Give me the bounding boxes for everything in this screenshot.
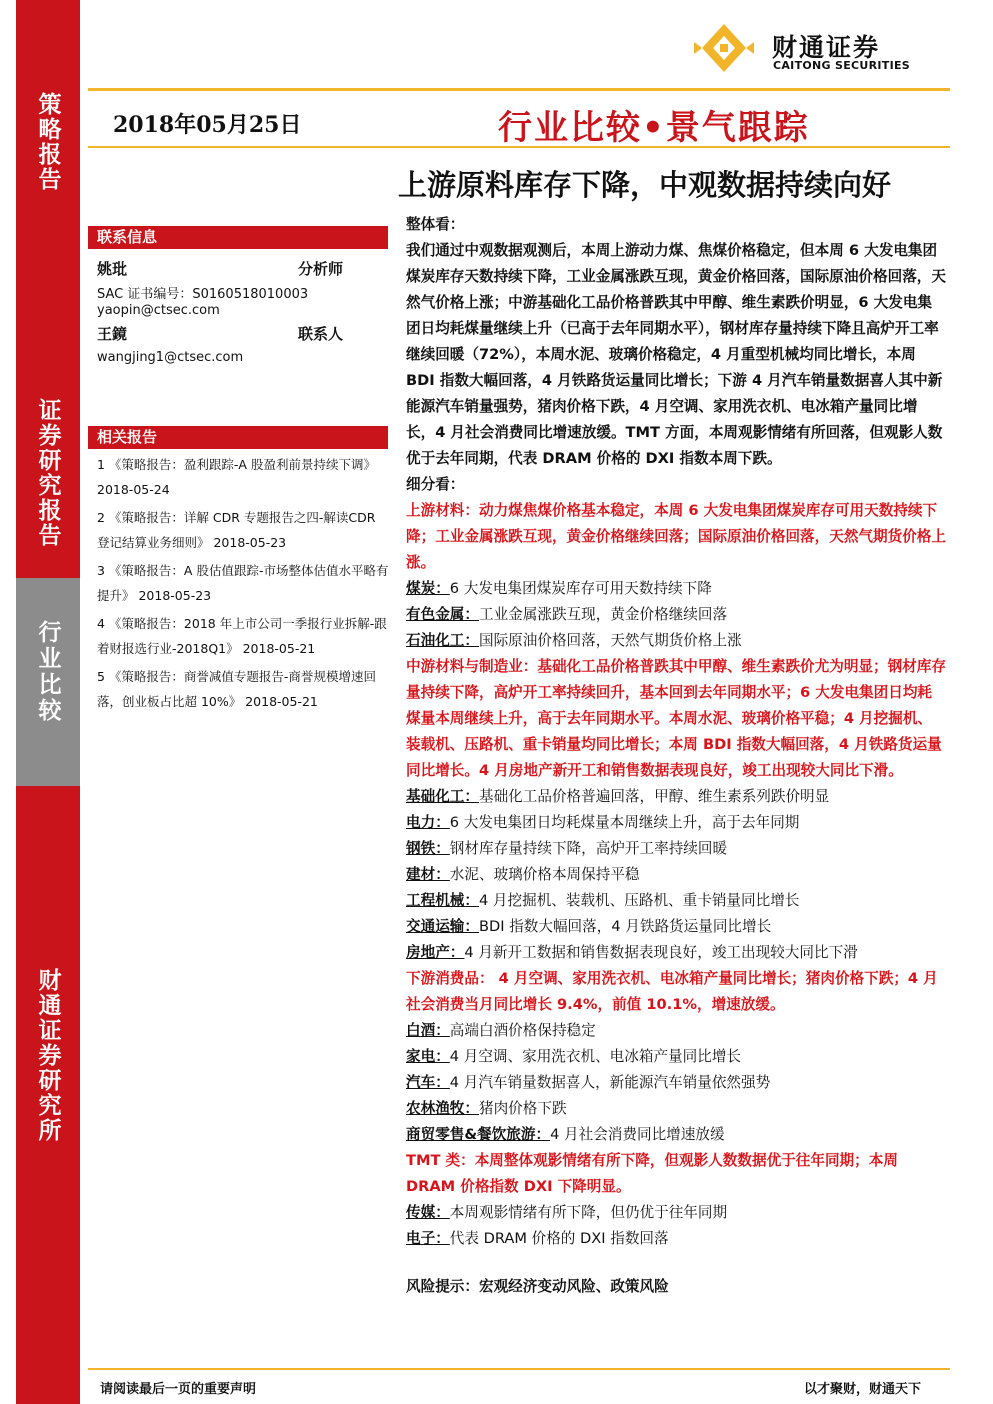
elec-line: 电子：代表 DRAM 价格的 DXI 指数回落 <box>406 1230 669 1247</box>
page-title: 上游原料库存下降，中观数据持续向好 <box>398 168 892 202</box>
detail-title: 细分看： <box>406 476 465 493</box>
analyst-role: 分析师 <box>298 260 344 278</box>
report-type-title: 行业比较•景气跟踪 <box>498 108 810 148</box>
steel-line: 钢铁：钢材库存量持续下降，高炉开工率持续回暖 <box>406 840 728 857</box>
estate-line: 房地产：4 月新开工数据和销售数据表现良好，竣工出现较大同比下滑 <box>406 944 858 961</box>
list-item[interactable]: 5 《策略报告：商誉减值专题报告-商誉规模增速回落，创业板占比超 10%》 2018-05-21 <box>97 669 376 709</box>
downstream-summary: 下游消费品： 4 月空调、家用洗衣机、电冰箱产量同比增长；猪肉价格下跌；4 月社会消费当月同比增长 9.4%，前值 10.1%，增速放缓。 <box>406 970 938 1013</box>
overview-text: 我们通过中观数据观测后，本周上游动力煤、焦煤价格稳定，但本周 6 大发电集团煤炭库存天数持续下降，工业金属涨跌互现，黄金价格回落，国际原油价格回落，天然气价格上涨；中游基础化工品价格普跌其中甲醇、维生素跌价明显，6 大发电集团日均耗煤量继续上升（已高于去年同期水平），钢材库存量持续下降且高炉开工率继续回暖（72%），本周水泥、玻璃价格稳定，4 月重型机械均同比增长，本周 BDI 指数大幅回落，4 月铁路货运量同比增长；下游 4 月汽车销量数据喜人其中新能源汽车销量强势，猪肉价格下跌，4 月空调、家用洗衣机、电冰箱产量同比增长，4 月社会消费同比增速放缓。TMT 方面，本周观影情绪有所回落，但观影人数优于去年同期，代表 DRAM 价格的 DXI 指数本周下跌。 <box>406 242 946 467</box>
petro-line: 石油化工：国际原油价格回落，天然气期货价格上涨 <box>406 632 742 649</box>
header-rule <box>88 88 950 91</box>
footer-disclaimer: 请阅读最后一页的重要声明 <box>100 1382 257 1397</box>
analyst-name: 姚玭 <box>97 260 128 278</box>
power-line: 电力：6 大发电集团日均耗煤量本周继续上升，高于去年同期 <box>406 814 800 831</box>
related-heading: 相关报告 <box>88 426 388 449</box>
list-item[interactable]: 1 《策略报告：盈利跟踪-A 股盈利前景持续下调》 2018-05-24 <box>97 457 376 497</box>
appl-line: 家电：4 月空调、家用洗衣机、电冰箱产量同比增长 <box>406 1048 742 1065</box>
analyst-cert: SAC 证书编号：S0160518010003 <box>97 287 309 302</box>
risk-warning: 风险提示：宏观经济变动风险、政策风险 <box>406 1278 669 1295</box>
tmt-summary: TMT 类：本周整体观影情绪有所下降，但观影人数数据优于往年同期；本周 DRAM 价格指数 DXI 下降明显。 <box>406 1152 898 1195</box>
midstream-summary: 中游材料与制造业：基础化工品价格普跌其中甲醇、维生素跌价尤为明显；钢材库存量持续下降，高炉开工率持续回升，基本回到去年同期水平；6 大发电集团日均耗煤量本周继续上升，高于去年同期水平。本周水泥、玻璃价格平稳；4 月挖掘机、装载机、压路机、重卡销量均同比增长；本周 BDI 指数大幅回落，4 月铁路货运量同比增长。4 月房地产新开工和销售数据表现良好，竣工出现较大同比下滑。 <box>406 658 946 779</box>
list-item[interactable]: 4 《策略报告：2018 年上市公司一季报行业拆解-跟着财报选行业-2018Q1》 2018-05-21 <box>97 616 387 656</box>
sidebar-research-label: 证券研究报告 <box>34 398 62 548</box>
sidebar-industry-label: 行业比较 <box>34 620 62 724</box>
report-body <box>406 212 946 1300</box>
related-list <box>97 452 389 717</box>
footer-slogan: 以才聚财，财通天下 <box>804 1382 922 1397</box>
report-date: 2018年05月25日 <box>113 112 302 138</box>
auto-line: 汽车：4 月汽车销量数据喜人，新能源汽车销量依然强势 <box>406 1074 771 1091</box>
contact-heading: 联系信息 <box>88 226 388 249</box>
contact-role: 联系人 <box>298 325 344 343</box>
agri-line: 农林渔牧：猪肉价格下跌 <box>406 1100 567 1117</box>
list-item[interactable]: 3 《策略报告：A 股估值跟踪-市场整体估值水平略有提升》 2018-05-23 <box>97 563 389 603</box>
sidebar-strategy-label: 策略报告 <box>34 92 62 192</box>
upstream-summary: 上游材料：动力煤焦煤价格基本稳定，本周 6 大发电集团煤炭库存可用天数持续下降；工业金属涨跌互现，黄金价格继续回落；国际原油价格回落，天然气期货价格上涨。 <box>406 502 946 571</box>
contact-name: 王鏡 <box>97 325 128 343</box>
trans-line: 交通运输：BDI 指数大幅回落，4 月铁路货运量同比增长 <box>406 918 772 935</box>
liquor-line: 白酒：高端白酒价格保持稳定 <box>406 1022 596 1039</box>
contact-email[interactable]: wangjing1@ctsec.com <box>97 350 244 365</box>
mach-line: 工程机械：4 月挖掘机、装载机、压路机、重卡销量同比增长 <box>406 892 800 909</box>
metal-line: 有色金属：工业金属涨跌互现，黄金价格继续回落 <box>406 606 728 623</box>
brand-name-en: CAITONG SECURITIES <box>773 59 911 72</box>
media-line: 传媒：本周观影情绪有所下降，但仍优于往年同期 <box>406 1204 728 1221</box>
chem-line: 基础化工：基础化工品价格普遍回落，甲醇、维生素系列跌价明显 <box>406 788 830 805</box>
overview-title: 整体看： <box>406 216 465 233</box>
list-item[interactable]: 2 《策略报告：详解 CDR 专题报告之四-解读CDR 登记结算业务细则》 2018-05-23 <box>97 510 376 550</box>
analyst-email[interactable]: yaopin@ctsec.com <box>97 303 220 318</box>
coal-line: 煤炭：6 大发电集团煤炭库存可用天数持续下降 <box>406 580 712 597</box>
footer-rule <box>88 1368 950 1370</box>
brand-name-cn: 财通证券 <box>772 33 881 62</box>
retail-line: 商贸零售&餐饮旅游：4 月社会消费同比增速放缓 <box>406 1126 725 1143</box>
build-line: 建材：水泥、玻璃价格本周保持平稳 <box>406 866 640 883</box>
sidebar-institute-label: 财通证券研究所 <box>34 968 62 1143</box>
